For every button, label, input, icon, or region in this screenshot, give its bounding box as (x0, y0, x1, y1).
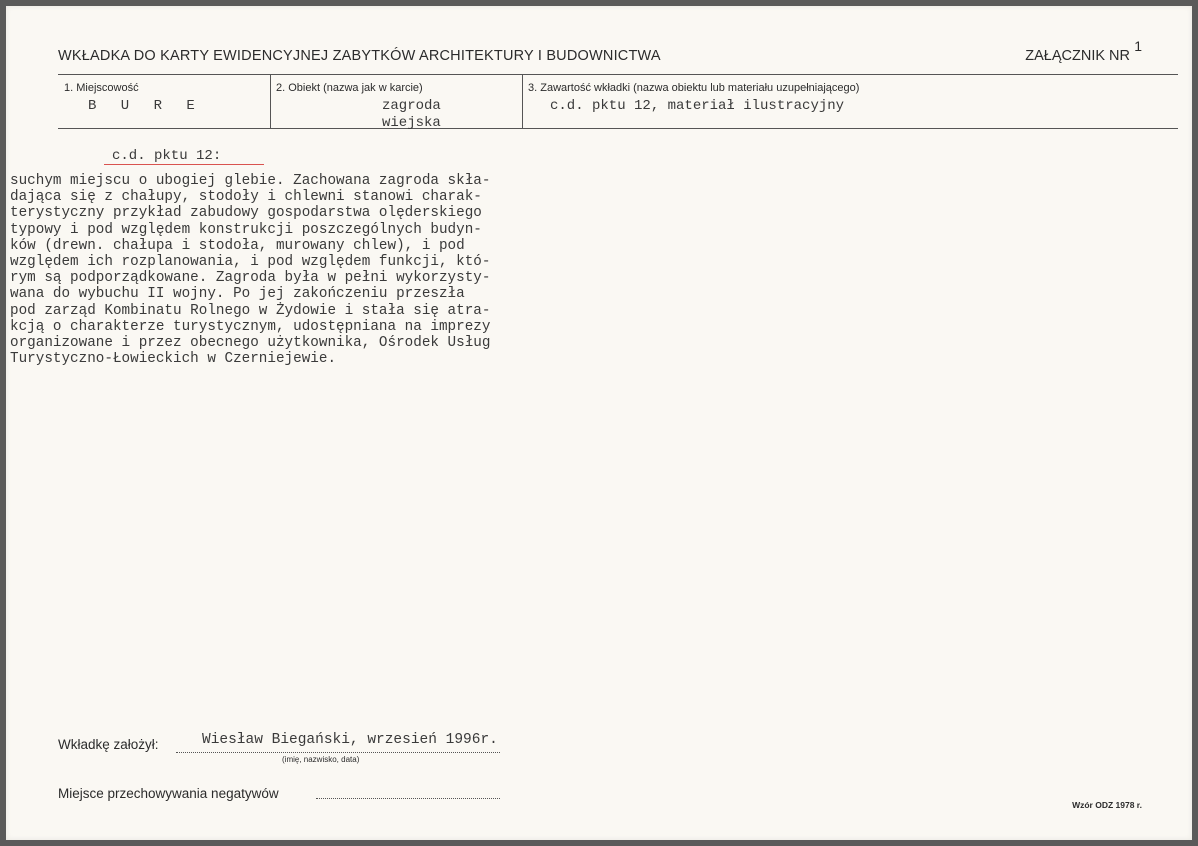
annex-label: ZAŁĄCZNIK NR (1025, 48, 1130, 64)
text-line: ków (drewn. chałupa i stodoła, murowany chlew), i pod (10, 237, 465, 254)
text-line: typowy i pod względem konstrukcji poszczególnych budyn- (10, 221, 482, 238)
founder-dotted-line (176, 752, 500, 753)
description-text (10, 173, 610, 367)
continuation-heading: c.d. pktu 12: (112, 148, 222, 164)
object-value-line: wiejska (382, 114, 441, 131)
text-line: Turystyczno-Łowieckich w Czerniejewie. (10, 351, 337, 368)
text-line: pod zarząd Kombinatu Rolnego w Żydowie i stała się atra- (10, 302, 491, 319)
red-underline (104, 164, 264, 165)
form-pattern-note: Wzór ODZ 1978 r. (1072, 800, 1142, 810)
text-line: wana do wybuchu II wojny. Po jej zakończeniu przeszła (10, 286, 465, 303)
negatives-dotted-line (316, 798, 500, 799)
founder-label: Wkładkę założył: (58, 737, 159, 752)
object-value (382, 98, 522, 131)
founder-value: Wiesław Biegański, wrzesień 1996r. (202, 732, 498, 748)
text-line: kcją o charakterze turystycznym, udostępniana na imprezy (10, 318, 491, 335)
record-card (6, 6, 1192, 840)
text-line: terystyczny przykład zabudowy gospodarstwa olęderskiego (10, 205, 482, 222)
field-divider-2 (522, 74, 523, 128)
header-top-rule (58, 74, 1178, 75)
locality-value: B U R E (88, 98, 203, 114)
founder-note: (imię, nazwisko, data) (282, 755, 360, 764)
text-line: suchym miejscu o ubogiej glebie. Zachowana zagroda skła- (10, 173, 491, 189)
header-bottom-rule (58, 128, 1178, 129)
locality-label: 1. Miejscowość (64, 82, 139, 94)
text-line: dająca się z chałupy, stodoły i chlewni stanowi charak- (10, 189, 482, 206)
content-label: 3. Zawartość wkładki (nazwa obiektu lub materiału uzupełniającego) (528, 82, 860, 94)
object-label: 2. Obiekt (nazwa jak w karcie) (276, 82, 423, 94)
field-divider-1 (270, 74, 271, 128)
text-line: względem ich rozplanowania, i pod względem funkcji, któ- (10, 254, 491, 271)
negatives-label: Miejsce przechowywania negatywów (58, 786, 279, 801)
object-value-line: zagroda (382, 98, 441, 114)
annex-number: 1 (1134, 38, 1142, 54)
text-line: rym są podporządkowane. Zagroda była w pełni wykorzysty- (10, 270, 491, 287)
content-value: c.d. pktu 12, materiał ilustracyjny (550, 98, 845, 114)
text-line: organizowane i przez obecnego użytkownika, Ośrodek Usług (10, 335, 491, 352)
card-title: WKŁADKA DO KARTY EWIDENCYJNEJ ZABYTKÓW ARCHITEKTURY I BUDOWNICTWA (58, 48, 661, 64)
